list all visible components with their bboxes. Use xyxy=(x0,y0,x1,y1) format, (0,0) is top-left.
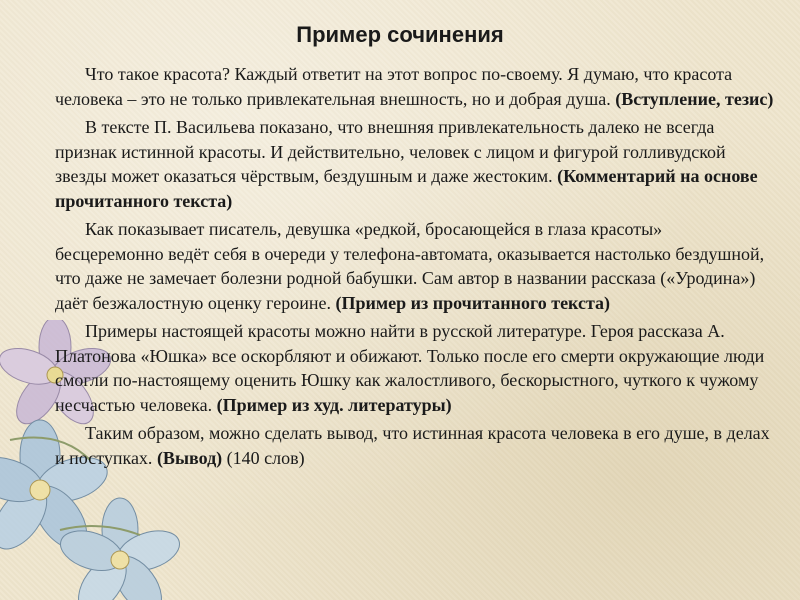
paragraph-text: Как показывает писатель, девушка «редкой, бросающейся в глаза красоты» бесцеремонно ведёт себя в очереди у телефона-автомата, оказывается настолько бездушной, что даже не замечает болезни родной бабушки. Сам автор в названии рассказа («Уродина») даёт безжалостную оценку героине. xyxy=(55,219,765,313)
essay-body xyxy=(55,62,775,474)
essay-paragraph-conclusion xyxy=(55,421,775,470)
paragraph-text: В тексте П. Васильева показано, что внешняя привлекательность далеко не всегда признак истинной красоты. И действительно, человек с лицом и фигурой голливудской звезды может оказаться чёрствым, бездушным и даже жестоким. xyxy=(55,117,726,186)
paragraph-tag: (Пример из худ. литературы) xyxy=(216,394,452,415)
paragraph-tag: (Вывод) xyxy=(156,447,223,468)
essay-paragraph-example-literature xyxy=(55,319,775,417)
word-count: (140 слов) xyxy=(226,447,305,468)
paragraph-text: Таким образом, можно сделать вывод, что истинная красота человека в его душе, в делах и поступках. xyxy=(55,423,770,468)
essay-paragraph-intro xyxy=(55,62,775,111)
paragraph-tag: (Комментарий на основе прочитанного текста) xyxy=(55,166,758,211)
essay-paragraph-example-text xyxy=(55,217,775,315)
paragraph-tag: (Вступление, тезис) xyxy=(615,88,774,109)
page-title: Пример сочинения xyxy=(296,22,504,47)
paragraph-text: Что такое красота? Каждый ответит на этот вопрос по-своему. Я думаю, что красота человека – это не только привлекательная внешность, но и добрая душа. xyxy=(55,64,733,109)
paragraph-text: Примеры настоящей красоты можно найти в русской литературе. Героя рассказа А. Платонова «Юшка» все оскорбляют и обижают. Только после его смерти окружающие люди смогли по-настоящему оценить Юшку как жалостливого, бескорыстного, чуткого к чужому несчастью человека. xyxy=(55,321,765,415)
paragraph-tag: (Пример из прочитанного текста) xyxy=(335,292,611,313)
essay-paragraph-comment xyxy=(55,115,775,213)
